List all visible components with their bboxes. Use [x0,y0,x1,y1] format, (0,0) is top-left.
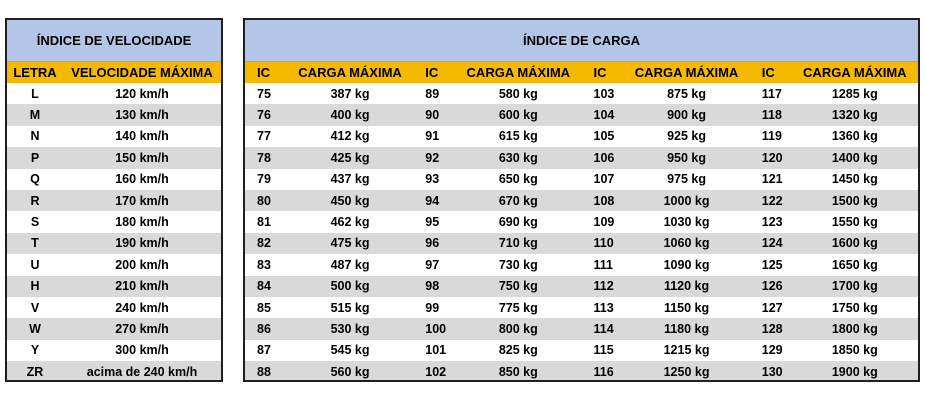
load-max-cell: 1180 kg [663,321,710,336]
table-row [7,318,221,339]
speed-letter-cell: U [30,257,40,272]
speed-letter-cell: M [29,108,41,123]
load-index-cell: 92 [425,150,440,165]
table-row [245,83,918,104]
column-header-ic: IC [425,65,439,80]
load-max-cell: 1750 kg [831,300,878,315]
load-index-cell: 128 [761,321,783,336]
load-index-cell: 100 [425,321,447,336]
table-row [245,104,918,125]
load-max-cell: 1900 kg [831,364,878,379]
load-max-cell: 690 kg [498,215,538,230]
speed-max-cell: 140 km/h [115,129,169,144]
load-max-cell: 1285 kg [831,86,878,101]
load-max-cell: 925 kg [667,129,707,144]
table-row [245,233,918,254]
load-max-cell: 450 kg [330,193,370,208]
load-table-header [245,62,918,83]
speed-letter-cell: P [30,150,40,165]
table-row [245,211,918,232]
speed-max-cell: 300 km/h [115,343,169,358]
speed-max-cell: 180 km/h [115,215,169,230]
speed-max-cell: 190 km/h [115,236,169,251]
load-index-cell: 110 [593,236,614,251]
load-index-cell: 76 [257,108,271,123]
load-index-cell: 127 [761,300,783,315]
load-max-cell: 580 kg [498,86,538,101]
load-max-cell: 750 kg [498,279,538,294]
table-row [245,318,918,339]
column-header-letra: LETRA [13,65,57,80]
speed-letter-cell: ZR [26,364,44,379]
speed-max-cell: 160 km/h [115,172,169,187]
load-index-cell: 120 [761,150,783,165]
load-index-cell: 96 [425,236,440,251]
load-index-cell: 114 [593,321,614,336]
speed-letter-cell: Y [30,343,40,358]
column-header-ic: IC [761,65,775,80]
load-index-cell: 88 [257,364,271,379]
load-max-cell: 1500 kg [831,193,878,208]
load-index-cell: 98 [425,279,440,294]
load-index-cell: 75 [257,86,271,101]
load-index-cell: 129 [761,343,783,358]
load-max-cell: 545 kg [330,343,370,358]
load-index-cell: 81 [257,215,271,230]
speed-letter-cell: L [31,86,39,101]
load-max-cell: 1060 kg [663,236,710,251]
load-index-cell: 115 [593,343,614,358]
load-index-cell: 86 [257,321,271,336]
column-header-ic: IC [257,65,270,80]
load-index-cell: 107 [593,172,615,187]
load-index-cell: 124 [761,236,783,251]
speed-max-cell: 210 km/h [115,279,169,294]
speed-max-cell: 150 km/h [115,150,169,165]
load-index-cell: 116 [593,364,614,379]
load-max-cell: 825 kg [498,343,538,358]
speed-letter-cell: T [31,236,39,251]
table-row [245,254,918,275]
load-index-cell: 80 [257,193,271,208]
load-max-cell: 1850 kg [831,343,878,358]
load-index-cell: 97 [425,257,440,272]
load-index-cell: 101 [425,343,447,358]
load-max-cell: 475 kg [330,236,370,251]
speed-index-table [5,18,223,382]
speed-letter-cell: S [30,215,40,230]
table-row [245,340,918,361]
load-index-cell: 77 [257,129,271,144]
load-max-cell: 1450 kg [831,172,878,187]
table-row [7,83,221,104]
table-row [7,126,221,147]
table-row [7,340,221,361]
load-max-cell: 487 kg [330,257,370,272]
table-row [7,190,221,211]
load-index-cell: 111 [593,257,613,272]
load-index-cell: 104 [593,108,615,123]
load-index-cell: 95 [425,215,440,230]
load-max-cell: 875 kg [667,86,707,101]
load-index-cell: 89 [425,86,440,101]
table-row [245,276,918,297]
speed-table-body [7,83,221,382]
speed-letter-cell: N [30,129,40,144]
load-index-cell: 106 [593,150,615,165]
load-index-cell: 117 [761,86,782,101]
load-max-cell: 710 kg [498,236,538,251]
load-max-cell: 1400 kg [831,150,878,165]
load-index-cell: 83 [257,257,271,272]
load-max-cell: 560 kg [330,364,370,379]
load-index-cell: 102 [425,364,447,379]
load-table-body [245,83,918,382]
load-max-cell: 1800 kg [831,321,878,336]
load-index-cell: 109 [593,215,615,230]
speed-max-cell: 240 km/h [115,300,169,315]
load-max-cell: 1320 kg [831,108,878,123]
speed-max-cell: 120 km/h [115,86,169,101]
load-max-cell: 730 kg [498,257,538,272]
load-max-cell: 1150 kg [663,300,710,315]
load-index-cell: 118 [761,108,782,123]
table-row [245,190,918,211]
table-row [245,169,918,190]
speed-max-cell: 200 km/h [115,257,169,272]
load-max-cell: 1030 kg [663,215,710,230]
table-row [7,104,221,125]
load-index-cell: 79 [257,172,271,187]
column-header-ic: IC [593,65,607,80]
load-max-cell: 800 kg [498,321,538,336]
load-max-cell: 1600 kg [831,236,878,251]
load-index-table [243,18,920,382]
load-index-cell: 82 [257,236,271,251]
speed-letter-cell: H [30,279,40,294]
load-max-cell: 775 kg [498,300,538,315]
load-max-cell: 1650 kg [831,257,878,272]
column-header-velocidade-maxima: VELOCIDADE MÁXIMA [71,65,213,80]
load-index-cell: 84 [257,279,271,294]
speed-table-header [7,62,221,83]
load-index-cell: 130 [761,364,783,379]
load-index-cell: 85 [257,300,271,315]
load-index-cell: 112 [593,279,614,294]
load-index-cell: 123 [761,215,783,230]
load-max-cell: 425 kg [330,150,370,165]
column-header-carga-maxima: CARGA MÁXIMA [466,65,571,80]
load-max-cell: 1120 kg [663,279,710,294]
table-row [7,233,221,254]
load-max-cell: 950 kg [667,150,707,165]
load-max-cell: 500 kg [330,279,370,294]
table-row [7,361,221,382]
load-index-cell: 125 [761,257,783,272]
table-row [245,147,918,168]
speed-letter-cell: W [29,321,41,336]
table-row [7,297,221,318]
load-max-cell: 615 kg [498,129,538,144]
load-index-cell: 121 [761,172,783,187]
column-header-carga-maxima: CARGA MÁXIMA [298,65,402,80]
load-max-cell: 975 kg [667,172,707,187]
load-max-cell: 1215 kg [663,343,710,358]
table-row [7,211,221,232]
load-index-cell: 87 [257,343,271,358]
column-header-carga-maxima: CARGA MÁXIMA [634,65,739,80]
load-max-cell: 1360 kg [831,129,878,144]
table-row [245,126,918,147]
load-max-cell: 650 kg [498,172,538,187]
load-max-cell: 1550 kg [831,215,878,230]
load-index-cell: 105 [593,129,615,144]
speed-letter-cell: R [30,193,40,208]
load-index-cell: 108 [593,193,615,208]
load-max-cell: 462 kg [330,215,370,230]
load-index-cell: 99 [425,300,440,315]
load-max-cell: 600 kg [498,108,538,123]
table-row [7,254,221,275]
load-max-cell: 515 kg [330,300,370,315]
load-index-cell: 78 [257,150,271,165]
speed-table-title: ÍNDICE DE VELOCIDADE [7,20,221,62]
table-row [245,297,918,318]
load-max-cell: 630 kg [498,150,538,165]
load-max-cell: 670 kg [498,193,538,208]
speed-max-cell: 130 km/h [115,108,169,123]
speed-letter-cell: V [30,300,40,315]
speed-max-cell: 270 km/h [115,321,169,336]
load-max-cell: 530 kg [330,321,370,336]
load-index-cell: 94 [425,193,440,208]
load-index-cell: 91 [425,129,440,144]
load-max-cell: 1700 kg [831,279,878,294]
load-index-cell: 119 [761,129,782,144]
load-max-cell: 1250 kg [663,364,710,379]
load-max-cell: 412 kg [330,129,370,144]
speed-max-cell: acima de 240 km/h [86,364,198,379]
load-index-cell: 113 [593,300,614,315]
load-max-cell: 387 kg [330,86,370,101]
load-index-cell: 90 [425,108,440,123]
speed-letter-cell: Q [30,172,40,187]
table-row [7,276,221,297]
table-row [7,147,221,168]
load-index-cell: 93 [425,172,440,187]
table-row [245,361,918,382]
load-index-cell: 103 [593,86,615,101]
table-row [7,169,221,190]
load-max-cell: 850 kg [498,364,538,379]
column-header-carga-maxima: CARGA MÁXIMA [803,65,907,80]
load-max-cell: 400 kg [330,108,370,123]
load-table-title: ÍNDICE DE CARGA [245,20,918,62]
load-max-cell: 437 kg [330,172,370,187]
speed-max-cell: 170 km/h [115,193,169,208]
load-index-cell: 122 [761,193,783,208]
load-index-cell: 126 [761,279,783,294]
load-max-cell: 1090 kg [663,257,710,272]
load-max-cell: 1000 kg [663,193,710,208]
load-max-cell: 900 kg [667,108,707,123]
